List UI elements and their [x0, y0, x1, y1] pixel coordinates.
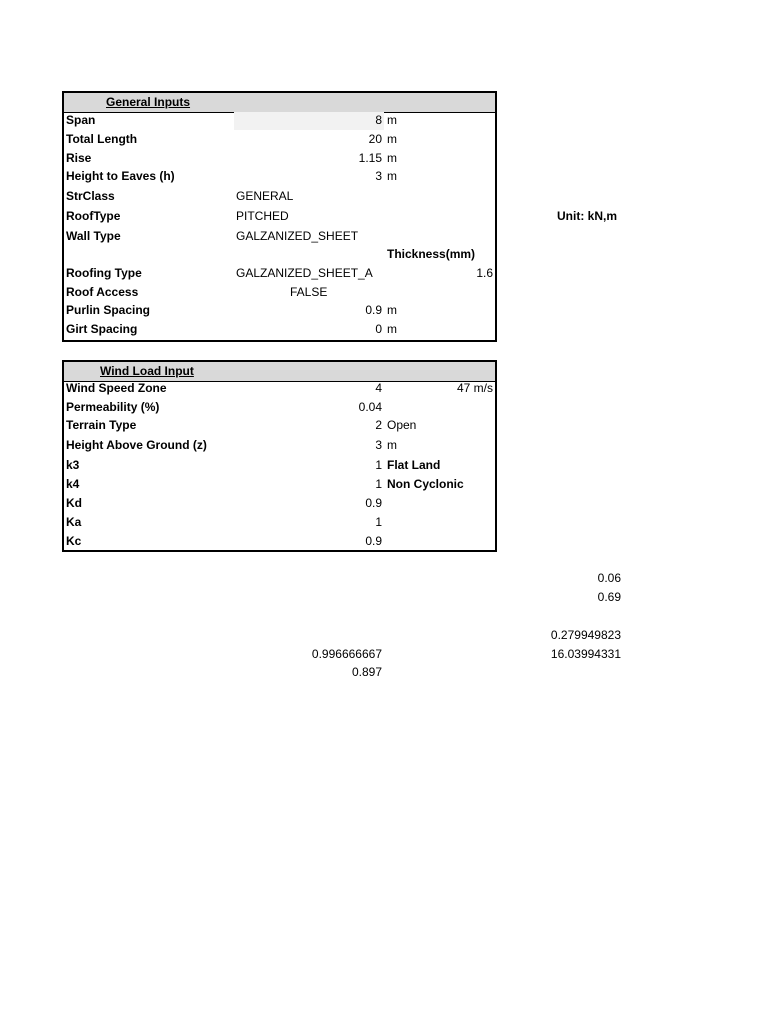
label-k4: k4 [66, 477, 80, 491]
unit-span: m [387, 113, 397, 127]
thickness-header: Thickness(mm) [387, 247, 476, 261]
value-kd[interactable]: 0.9 [365, 496, 382, 510]
value-height-above-ground[interactable]: 3 [375, 438, 382, 452]
calc-value: 0.279949823 [550, 628, 621, 642]
value-roof-access[interactable]: FALSE [290, 285, 328, 299]
label-span: Span [66, 113, 96, 127]
label-ka: Ka [66, 515, 82, 529]
label-roofing-type: Roofing Type [66, 266, 142, 280]
general-inputs-title: General Inputs [106, 95, 191, 109]
desc-height-above-ground: m [387, 438, 397, 452]
label-terrain-type: Terrain Type [66, 418, 137, 432]
label-rooftype: RoofType [66, 209, 121, 223]
value-total-length[interactable]: 20 [368, 132, 382, 146]
label-kd: Kd [66, 496, 82, 510]
label-rise: Rise [66, 151, 92, 165]
value-wind-speed[interactable]: 47 m/s [456, 381, 493, 395]
general-inputs-header [64, 93, 495, 113]
desc-k4: Non Cyclonic [387, 477, 464, 491]
label-permeability: Permeability (%) [66, 400, 160, 414]
value-k4[interactable]: 1 [375, 477, 382, 491]
label-purlin-spacing: Purlin Spacing [66, 303, 151, 317]
value-rise[interactable]: 1.15 [358, 151, 382, 165]
value-permeability[interactable]: 0.04 [358, 400, 382, 414]
unit-rise: m [387, 151, 397, 165]
label-girt-spacing: Girt Spacing [66, 322, 138, 336]
value-roofing-type[interactable]: GALZANIZED_SHEET_A [236, 266, 373, 280]
label-wall-type: Wall Type [66, 229, 121, 243]
label-height-eaves: Height to Eaves (h) [66, 169, 175, 183]
label-height-above-ground: Height Above Ground (z) [66, 438, 207, 452]
desc-k3: Flat Land [387, 458, 441, 472]
value-ka[interactable]: 1 [375, 515, 382, 529]
label-wind-speed-zone: Wind Speed Zone [66, 381, 167, 395]
unit-girt-spacing: m [387, 322, 397, 336]
desc-terrain-type: Open [387, 418, 417, 432]
value-terrain-type[interactable]: 2 [375, 418, 382, 432]
calc-value: 0.69 [597, 590, 621, 604]
label-roof-access: Roof Access [66, 285, 139, 299]
label-kc: Kc [66, 534, 82, 548]
value-rooftype[interactable]: PITCHED [236, 209, 289, 223]
value-strclass[interactable]: GENERAL [236, 189, 294, 203]
unit-total-length: m [387, 132, 397, 146]
value-k3[interactable]: 1 [375, 458, 382, 472]
value-wind-speed-zone[interactable]: 4 [375, 381, 382, 395]
calc-value: 0.996666667 [311, 647, 382, 661]
wind-load-title: Wind Load Input [100, 364, 194, 378]
unit-height-eaves: m [387, 169, 397, 183]
value-thickness[interactable]: 1.6 [476, 266, 493, 280]
value-girt-spacing[interactable]: 0 [375, 322, 382, 336]
unit-purlin-spacing: m [387, 303, 397, 317]
value-wall-type[interactable]: GALZANIZED_SHEET [236, 229, 359, 243]
label-total-length: Total Length [66, 132, 138, 146]
value-purlin-spacing[interactable]: 0.9 [365, 303, 382, 317]
value-kc[interactable]: 0.9 [365, 534, 382, 548]
calc-value: 16.03994331 [550, 647, 621, 661]
value-span[interactable]: 8 [375, 113, 382, 127]
calc-value: 0.897 [351, 665, 382, 679]
unit-note: Unit: kN,m [557, 209, 617, 223]
value-height-eaves[interactable]: 3 [375, 169, 382, 183]
calc-value: 0.06 [597, 571, 621, 585]
label-strclass: StrClass [66, 189, 115, 203]
label-k3: k3 [66, 458, 80, 472]
